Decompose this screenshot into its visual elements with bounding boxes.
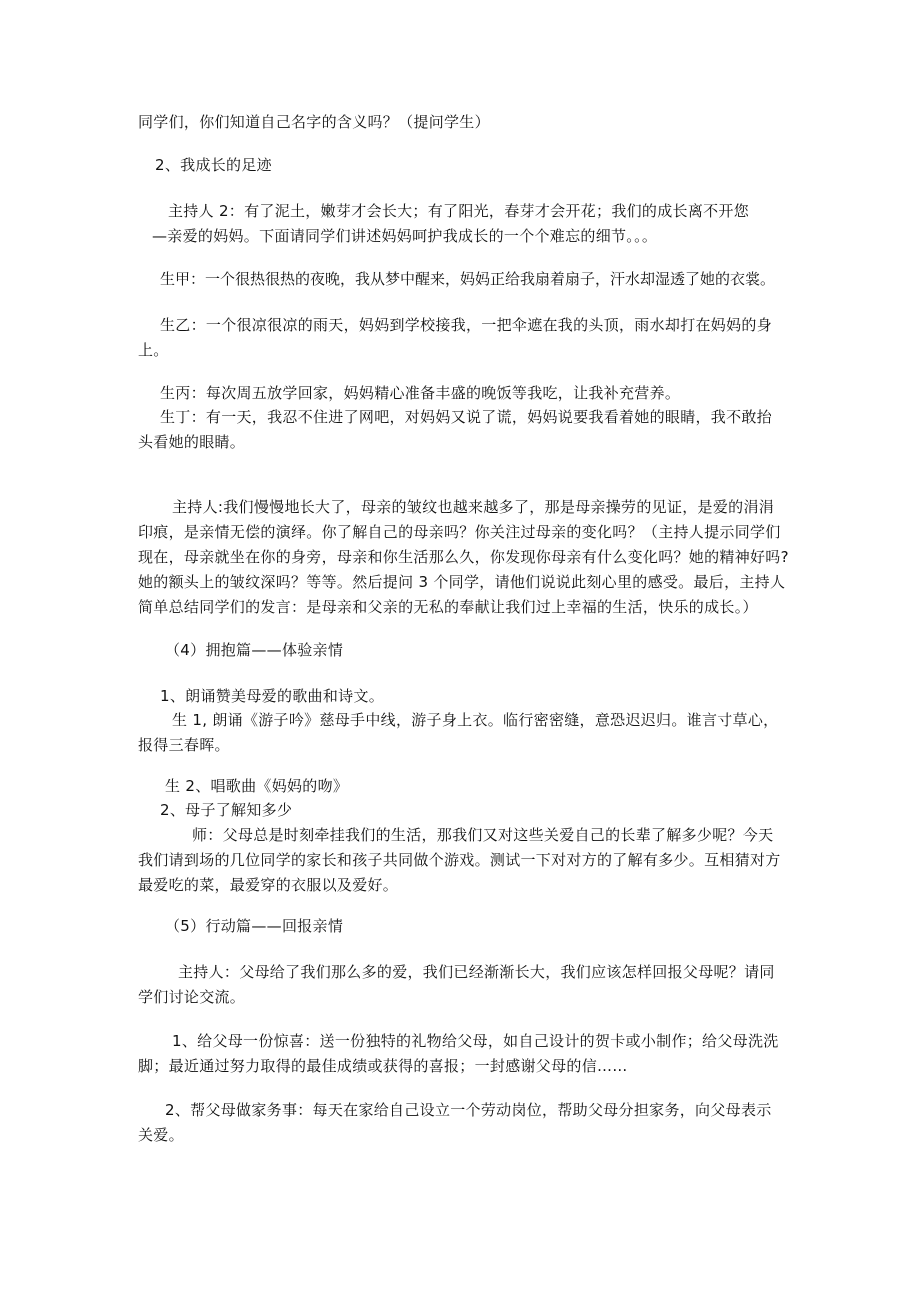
- text-line: 2、帮父母做家务事：每天在家给自己设立一个劳动岗位，帮助父母分担家务，向父母表示: [165, 1101, 772, 1119]
- text-line: 生丙：每次周五放学回家，妈妈精心准备丰盛的晚饭等我吃，让我补充营养。: [160, 384, 681, 402]
- text-line: 师：父母总是时刻牵挂我们的生活，那我们又对这些关爱自己的长辈了解多少呢？今天: [192, 826, 774, 844]
- subheading-recite: [0, 684, 384, 709]
- text-line: 脚；最近通过努力取得的最佳成绩或获得的喜报；一封感谢父母的信……: [138, 1057, 628, 1075]
- section-heading-growth-footprints: [0, 153, 272, 178]
- paragraph-host-2: [0, 199, 749, 249]
- paragraph-surprise: [0, 1029, 779, 1079]
- text-line: 头看她的眼睛。: [138, 433, 246, 451]
- text-line: 生甲：一个很热很热的夜晚，我从梦中醒来，妈妈正给我扇着扇子，汗水却湿透了她的衣裳。: [160, 270, 776, 288]
- paragraph-student-1-poem: [0, 708, 778, 758]
- text-line: 同学们，你们知道自己名字的含义吗？（提问学生）: [138, 113, 490, 131]
- section-heading-embrace: [0, 638, 343, 663]
- text-line: 简单总结同学们的发言：是母亲和父亲的无私的奉献让我们过上幸福的生活，快乐的成长。）: [138, 598, 758, 616]
- text-line: （5）行动篇——回报亲情: [165, 917, 344, 935]
- text-line: 主持人：父母给了我们那么多的爱，我们已经渐渐长大，我们应该怎样回报父母呢？请同: [178, 963, 775, 981]
- text-line: 我们请到场的几位同学的家长和孩子共同做个游戏。测试一下对对方的了解有多少。互相猜对方: [138, 851, 781, 869]
- text-line: 主持人 2：有了泥土，嫩芽才会长大；有了阳光，春芽才会开花；我们的成长离不开您: [168, 202, 750, 220]
- paragraph-host-repay: [0, 960, 775, 1010]
- paragraph-student-a: [0, 267, 775, 292]
- paragraph-student-d: [0, 405, 772, 455]
- section-heading-action: [0, 914, 343, 939]
- text-line: 上。: [138, 341, 169, 359]
- text-line: 报得三春晖。: [138, 736, 230, 754]
- text-line: 生 2、唱歌曲《妈妈的吻》: [165, 777, 349, 795]
- text-line: 主持人:我们慢慢地长大了，母亲的皱纹也越来越多了，那是母亲操劳的见证，是爱的涓涓: [172, 498, 775, 516]
- text-line: 现在，母亲就坐在你的身旁，母亲和你生活那么久，你发现你母亲有什么变化吗？她的精神好吗?: [138, 548, 789, 566]
- paragraph-teacher-game: [0, 823, 781, 898]
- text-line: 印痕，是亲情无偿的演绎。你了解自己的母亲吗？你关注过母亲的变化吗？（主持人提示同学们: [138, 523, 781, 541]
- paragraph-host-mother-changes: [0, 495, 789, 620]
- text-line: （4）拥抱篇——体验亲情: [165, 641, 344, 659]
- text-line: 2、母子了解知多少: [160, 801, 293, 819]
- text-line: —亲爱的妈妈。下面请同学们讲述妈妈呵护我成长的一个个难忘的细节。。。: [152, 227, 658, 245]
- text-line: 关爱。: [138, 1126, 184, 1144]
- text-line: 1、朗诵赞美母爱的歌曲和诗文。: [160, 687, 385, 705]
- subheading-parent-child: [0, 798, 292, 823]
- paragraph-student-b: [0, 313, 772, 363]
- text-line: 生 1, 朗诵《游子吟》慈母手中线，游子身上衣。临行密密缝，意恐迟迟归。谁言寸草心，: [172, 711, 779, 729]
- text-line: 最爱吃的菜，最爱穿的衣服以及爱好。: [138, 876, 399, 894]
- text-line: 生丁：有一天，我忍不住进了网吧，对妈妈又说了谎，妈妈说要我看着她的眼睛，我不敢抬: [160, 408, 773, 426]
- text-line: 2、我成长的足迹: [155, 156, 272, 174]
- text-line: 生乙：一个很凉很凉的雨天，妈妈到学校接我，一把伞遮在我的头顶，雨水却打在妈妈的身: [160, 316, 773, 334]
- text-line: 学们讨论交流。: [138, 988, 246, 1006]
- paragraph-housework: [0, 1098, 772, 1148]
- text-line: 她的额头上的皱纹深吗？等等。然后提问 3 个同学，请他们说说此刻心里的感受。最后，主持人: [138, 573, 786, 591]
- paragraph-student-2-song: [0, 774, 348, 799]
- text-line: 1、给父母一份惊喜：送一份独特的礼物给父母，如自己设计的贺卡或小制作；给父母洗洗: [172, 1032, 779, 1050]
- paragraph-question: [0, 110, 490, 135]
- paragraph-student-c: [0, 381, 680, 406]
